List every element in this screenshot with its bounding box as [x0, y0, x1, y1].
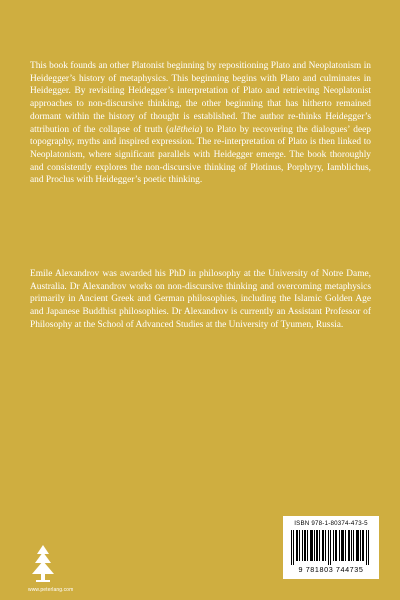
isbn-barcode [283, 516, 379, 579]
isbn-label: ISBN 978-1-80374-473-5 [294, 520, 368, 527]
blurb-text-part2: ) to Plato by recovering the dialogues’ deep topography, myths and inspired expression. The re-interpretation of Plato is then linked to Neoplatonism, where significant parallels with Heidegger emerge. The book thoroughly and consistently explores the non-discursive thinking of Plotinus, Porphyry, Iamblichus, and Proclus with Heidegger’s poetic thinking. [30, 124, 371, 186]
barcode-digits: 9 781803 744735 [298, 565, 364, 574]
publisher-logo [22, 543, 82, 593]
blurb-text-part1: This book founds an other Platonist beginning by repositioning Plato and Neoplatonism in Heidegger’s history of metaphysics. This beginning begins with Plato and culminates in Heidegger. By revisiting Heidegger’s interpretation of Plato and retrieving Neoplatonist approaches to non-discursive thinking, the other beginning that has hitherto remained dormant within the history of thought is established. The author re-thinks Heidegger’s attribution of the collapse of truth ( [30, 61, 371, 135]
barcode-bars [289, 530, 373, 565]
blurb-italic-term: alētheia [169, 124, 200, 135]
book-blurb [30, 60, 371, 187]
publisher-url: www.peterlang.com [28, 587, 74, 593]
author-bio: Emile Alexandrov was awarded his PhD in philosophy at the University of Notre Dame, Australia. Dr Alexandrov works on non-discursive thinking and overcoming metaphysics primarily in Ancient Greek and German philosophies, including the Islamic Golden Age and Japanese Buddhist philosophies. Dr Alexandrov is currently an Assistant Professor of Philosophy at the School of Advanced Studies at the University of Tyumen, Russia. [30, 269, 371, 330]
peter-lang-tree-icon [28, 543, 58, 585]
